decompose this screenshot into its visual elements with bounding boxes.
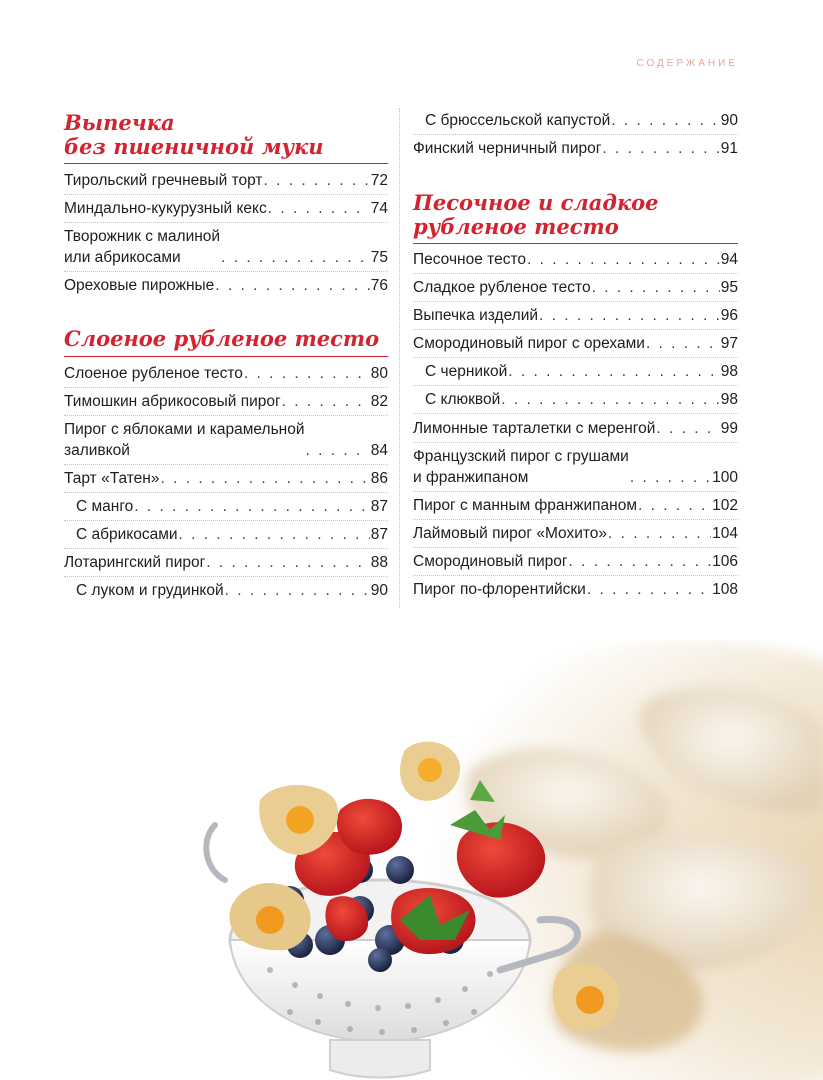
section-title-shortcrust: Песочное и сладкое рубленое тесто (413, 190, 659, 239)
leader-dots (264, 170, 370, 191)
toc-entry-page: 91 (720, 140, 738, 157)
toc-entry[interactable] (413, 551, 738, 572)
toc-entry-title: Ореховые пирожные (64, 277, 215, 294)
section-rule (413, 243, 738, 244)
toc-entry-page: 87 (370, 498, 388, 515)
entry-separator (413, 491, 738, 492)
toc-entry-title: Финский черничный пирог (413, 140, 602, 157)
leader-dots (268, 198, 370, 219)
toc-entry-sub[interactable] (64, 524, 388, 545)
leader-dots (282, 391, 370, 412)
toc-entry-title: С брюссельской капустой (425, 112, 611, 129)
leader-dots (656, 418, 719, 439)
toc-entry-title: С луком и грудинкой (76, 582, 224, 599)
section-title-gluten-free: Выпечка без пшеничной муки (64, 110, 324, 159)
toc-entry-sub[interactable] (413, 389, 738, 410)
toc-entry-page: 75 (370, 249, 388, 266)
toc-entry-page: 94 (720, 251, 738, 268)
leader-dots (508, 361, 719, 382)
toc-entry-page: 102 (712, 497, 738, 514)
toc-entry[interactable] (64, 419, 388, 461)
toc-entry-title: С манго (76, 498, 134, 515)
toc-entry-page: 84 (370, 442, 388, 459)
entry-separator (413, 519, 738, 520)
toc-entry[interactable] (64, 275, 388, 296)
entry-separator (64, 415, 388, 416)
toc-entry-title: Сладкое рубленое тесто (413, 279, 591, 296)
leader-dots (539, 305, 720, 326)
toc-entry[interactable] (64, 198, 388, 219)
entry-separator (64, 222, 388, 223)
toc-entry-page: 95 (720, 279, 738, 296)
toc-entry-title: Слоеное рубленое тесто (64, 365, 243, 382)
toc-entry-page: 90 (720, 112, 738, 129)
toc-entry-title: Тирольский гречневый торт (64, 172, 263, 189)
toc-entry-page: 90 (370, 582, 388, 599)
toc-entry[interactable] (64, 391, 388, 412)
toc-entry-title: Смородиновый пирог (413, 553, 568, 570)
toc-entry-page: 74 (370, 200, 388, 217)
toc-entry-page: 100 (712, 469, 738, 486)
leader-dots (569, 551, 712, 572)
toc-entry-title: Творожник с малиной или абрикосами (64, 228, 221, 266)
section-rule (64, 163, 388, 164)
toc-entry-title: Миндально-кукурузный кекс (64, 200, 267, 217)
toc-entry[interactable] (413, 249, 738, 270)
entry-separator (413, 134, 738, 135)
leader-dots (306, 440, 370, 461)
toc-entry-title: Смородиновый пирог с орехами (413, 335, 645, 352)
leader-dots (646, 333, 720, 354)
toc-entry[interactable] (413, 333, 738, 354)
toc-entry-title: Тарт «Татен» (64, 470, 160, 487)
entry-separator (413, 547, 738, 548)
leader-dots (587, 579, 711, 600)
toc-entry-title: Лаймовый пирог «Мохито» (413, 525, 608, 542)
toc-entry-page: 82 (370, 393, 388, 410)
leader-dots (611, 110, 719, 131)
toc-entry[interactable] (413, 305, 738, 326)
leader-dots (221, 247, 370, 268)
toc-entry-page: 88 (370, 554, 388, 571)
toc-entry-title: С клюквой (425, 391, 501, 408)
entry-separator (413, 301, 738, 302)
toc-entry-page: 87 (370, 526, 388, 543)
toc-entry-title: Пирог с яблоками и карамельной заливкой (64, 421, 305, 459)
entry-separator (413, 357, 738, 358)
toc-entry-title: Пирог по-флорентийски (413, 581, 586, 598)
entry-separator (64, 387, 388, 388)
entry-separator (64, 492, 388, 493)
toc-entry-page: 104 (712, 525, 738, 542)
column-divider (399, 108, 400, 608)
entry-separator (64, 464, 388, 465)
entry-separator (64, 194, 388, 195)
toc-entry-page: 99 (720, 420, 738, 437)
section-rule (64, 356, 388, 357)
toc-entry[interactable] (413, 277, 738, 298)
toc-entry-page: 76 (370, 277, 388, 294)
leader-dots (225, 580, 370, 601)
toc-entry[interactable] (64, 552, 388, 573)
toc-entry-sub[interactable] (64, 496, 388, 517)
toc-entry[interactable] (64, 170, 388, 191)
entry-separator (413, 413, 738, 414)
toc-entry-sub[interactable] (413, 110, 738, 131)
leader-dots (527, 249, 720, 270)
leader-dots (630, 467, 711, 488)
toc-entry-page: 97 (720, 335, 738, 352)
toc-entry-page: 98 (720, 391, 738, 408)
toc-entry-sub[interactable] (413, 361, 738, 382)
leader-dots (206, 552, 370, 573)
toc-entry-title: Выпечка изделий (413, 307, 539, 324)
toc-entry[interactable] (413, 495, 738, 516)
toc-entry-page: 86 (370, 470, 388, 487)
entry-separator (64, 548, 388, 549)
leader-dots (638, 495, 711, 516)
berries-photo (0, 640, 823, 1080)
berries-illustration (0, 640, 823, 1080)
leader-dots (134, 496, 369, 517)
leader-dots (215, 275, 369, 296)
leader-dots (608, 523, 711, 544)
toc-entry[interactable] (413, 446, 738, 488)
toc-entry[interactable] (413, 523, 738, 544)
toc-entry-sub[interactable] (64, 580, 388, 601)
toc-entry-title: Пирог с манным франжипаном (413, 497, 637, 514)
toc-entry-title: Лимонные тарталетки с меренгой (413, 420, 656, 437)
toc-entry-title: Французский пирог с грушами и франжипаном (413, 448, 629, 486)
section-title-puff-pastry: Слоеное рубленое тесто (64, 326, 380, 351)
entry-separator (413, 329, 738, 330)
toc-entry-title: Песочное тесто (413, 251, 526, 268)
running-head: СОДЕРЖАНИЕ (636, 58, 738, 69)
leader-dots (501, 389, 720, 410)
entry-separator (413, 575, 738, 576)
toc-entry[interactable] (64, 468, 388, 489)
toc-entry[interactable] (64, 363, 388, 384)
entry-separator (413, 273, 738, 274)
toc-entry[interactable] (413, 418, 738, 439)
leader-dots (602, 138, 719, 159)
toc-entry-title: Лотарингский пирог (64, 554, 206, 571)
leader-dots (179, 524, 370, 545)
toc-entry-title: Тимошкин абрикосовый пирог (64, 393, 281, 410)
toc-entry-page: 72 (370, 172, 388, 189)
toc-entry-page: 98 (720, 363, 738, 380)
toc-entry-title: С черникой (425, 363, 508, 380)
toc-entry-page: 80 (370, 365, 388, 382)
toc-entry-page: 106 (712, 553, 738, 570)
entry-separator (64, 520, 388, 521)
toc-entry[interactable] (413, 579, 738, 600)
leader-dots (160, 468, 369, 489)
entry-separator (64, 271, 388, 272)
toc-entry[interactable] (413, 138, 738, 159)
toc-entry-page: 108 (712, 581, 738, 598)
toc-entry-title: С абрикосами (76, 526, 178, 543)
toc-entry[interactable] (64, 226, 388, 268)
leader-dots (592, 277, 720, 298)
entry-separator (413, 442, 738, 443)
entry-separator (64, 576, 388, 577)
toc-entry-page: 96 (720, 307, 738, 324)
leader-dots (244, 363, 370, 384)
entry-separator (413, 385, 738, 386)
